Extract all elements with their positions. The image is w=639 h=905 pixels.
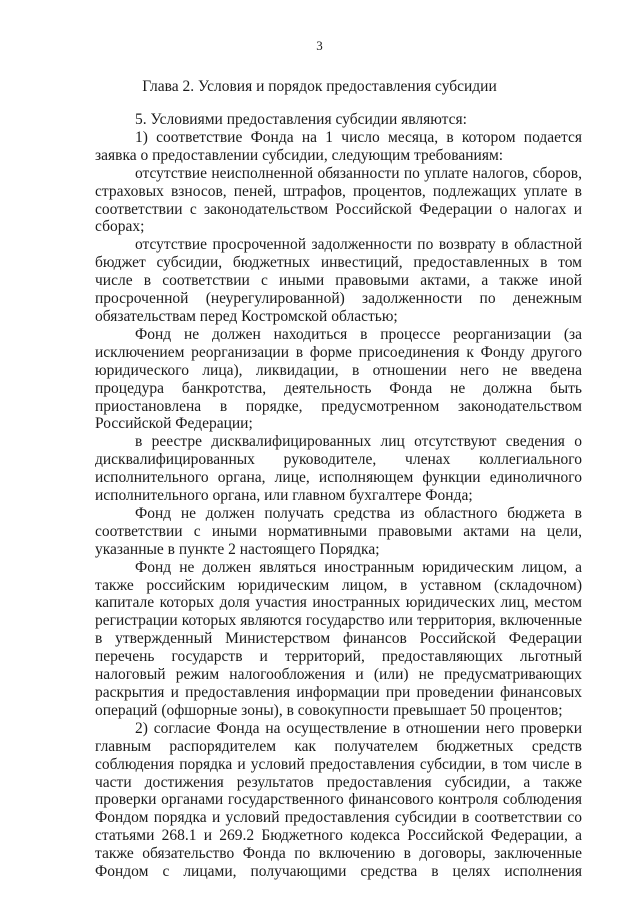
paragraph-no-tax-debt: отсутствие неисполненной обязанности по уплате налогов, сборов, страховых взносов, пеней, штрафов, процентов, подлежащих уплате в соответствии с законодательством Российской Федерации о налогах и сборах; bbox=[95, 164, 582, 236]
chapter-title: Глава 2. Условия и порядок предоставления субсидии bbox=[142, 78, 497, 95]
paragraph-no-reorganization: Фонд не должен находиться в процессе реорганизации (за исключением реорганизации в форме присоединения к Фонду другого юридического лица), ликвидации, в отношении него не введена процедура банкротства, деятельность Фонда не должна быть приостановлена в порядке, предусмотренном законодательством Российской Федерации; bbox=[95, 325, 582, 433]
paragraph-not-foreign-entity: Фонд не должен являться иностранным юридическим лицом, а также российским юридическим лицом, в уставном (складочном) капитале которых доля участия иностранных юридических лиц, местом регистрации которых являются государство или территория, включенные в утвержденный Министерством финансов Российской Федерации перечень государств и территорий, предоставляющих льготный налоговый режим налогообложения и (или) не предусматривающих раскрытия и предоставления информации при проведении финансовых операций (офшорные зоны), в совокупности превышает 50 процентов; bbox=[95, 558, 582, 719]
paragraph-disqualified-registry: в реестре дисквалифицированных лиц отсутствуют сведения о дисквалифицированных руководителе, членах коллегиального исполнительного органа, лице, исполняющем функции единоличного исполнительного органа, или главном бухгалтере Фонда; bbox=[95, 433, 582, 505]
page-number: 3 bbox=[316, 38, 323, 53]
paragraph-condition-1: 1) соответствие Фонда на 1 число месяца, в котором подается заявка о предоставлении субсидии, следующим требованиям: bbox=[95, 128, 582, 164]
paragraph-conditions-intro: 5. Условиями предоставления субсидии являются: bbox=[135, 111, 467, 128]
paragraph-condition-2: 2) согласие Фонда на осуществление в отношении него проверки главным распорядителем как получателем бюджетных средств соблюдения порядка и условий предоставления субсидии, в том числе в части достижения результатов предоставления субсидии, а также проверки органами государственного финансового контроля соблюдения Фондом порядка и условий предоставления субсидии в соответствии со статьями 268.1 и 269.2 Бюджетного кодекса Российской Федерации, а также обязательство Фонда по включению в договоры, заключенные Фондом с лицами, получающими средства в целях исполнения bbox=[95, 719, 582, 881]
document-body bbox=[95, 111, 582, 881]
paragraph-no-overdue-debt: отсутствие просроченной задолженности по возврату в областной бюджет субсидии, бюджетных инвестиций, предоставленных в том числе в соответствии с иными правовыми актами, а также иной просроченной (неурегулированной) задолженности по денежным обязательствам перед Костромской областью; bbox=[95, 236, 582, 325]
paragraph-no-other-funds: Фонд не должен получать средства из областного бюджета в соответствии с иными нормативными правовыми актами на цели, указанные в пункте 2 настоящего Порядка; bbox=[95, 504, 582, 558]
